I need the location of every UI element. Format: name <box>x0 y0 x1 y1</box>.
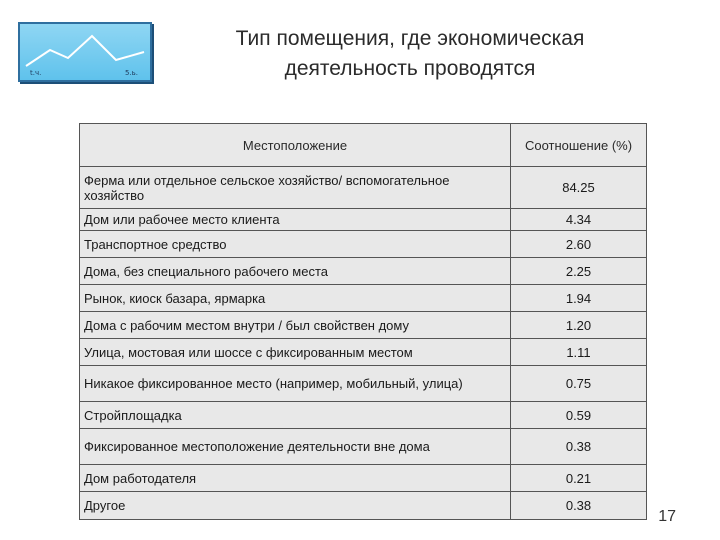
table-row <box>80 366 647 402</box>
logo-right-label: 5.ь. <box>124 69 138 77</box>
header-ratio: Соотношение (%) <box>511 124 647 167</box>
header-location: Местоположение <box>80 124 511 167</box>
table-row <box>80 231 647 258</box>
ratio-cell: 0.38 <box>511 492 647 520</box>
ratio-cell: 1.20 <box>511 312 647 339</box>
table-row <box>80 465 647 492</box>
page-number: 17 <box>658 508 676 525</box>
title-line: деятельность проводятся <box>284 57 536 80</box>
location-cell: Никакое фиксированное место (например, мобильный, улица) <box>80 366 511 402</box>
table-row <box>80 167 647 209</box>
location-cell: Ферма или отдельное сельское хозяйство/ вспомогательное хозяйство <box>80 167 511 209</box>
table-row <box>80 429 647 465</box>
ratio-cell: 84.25 <box>511 167 647 209</box>
location-cell: Фиксированное местоположение деятельности вне дома <box>80 429 511 465</box>
title-line: Тип помещения, где экономическая <box>235 27 585 50</box>
location-cell: Дом или рабочее место клиента <box>80 209 511 231</box>
location-cell: Стройплощадка <box>80 402 511 429</box>
ratio-cell: 1.94 <box>511 285 647 312</box>
table-row <box>80 402 647 429</box>
ratio-cell: 2.60 <box>511 231 647 258</box>
table-header-row <box>80 124 647 167</box>
location-cell: Транспортное средство <box>80 231 511 258</box>
logo-left-label: t.ч. <box>30 69 42 77</box>
ratio-cell: 0.75 <box>511 366 647 402</box>
logo <box>18 22 152 82</box>
table-row <box>80 312 647 339</box>
table-row <box>80 492 647 520</box>
ratio-cell: 0.21 <box>511 465 647 492</box>
table-row <box>80 209 647 231</box>
location-cell: Улица, мостовая или шоссе с фиксированным местом <box>80 339 511 366</box>
table-body <box>80 167 647 520</box>
page-title <box>180 24 640 84</box>
table-row <box>80 339 647 366</box>
location-cell: Другое <box>80 492 511 520</box>
location-cell: Рынок, киоск базара, ярмарка <box>80 285 511 312</box>
ratio-cell: 0.59 <box>511 402 647 429</box>
ratio-cell: 2.25 <box>511 258 647 285</box>
ratio-cell: 1.11 <box>511 339 647 366</box>
ratio-cell: 4.34 <box>511 209 647 231</box>
location-cell: Дома, без специального рабочего места <box>80 258 511 285</box>
table-row <box>80 285 647 312</box>
table-row <box>80 258 647 285</box>
location-cell: Дом работодателя <box>80 465 511 492</box>
ratio-cell: 0.38 <box>511 429 647 465</box>
location-cell: Дома с рабочим местом внутри / был свойствен дому <box>80 312 511 339</box>
location-table <box>79 123 647 520</box>
